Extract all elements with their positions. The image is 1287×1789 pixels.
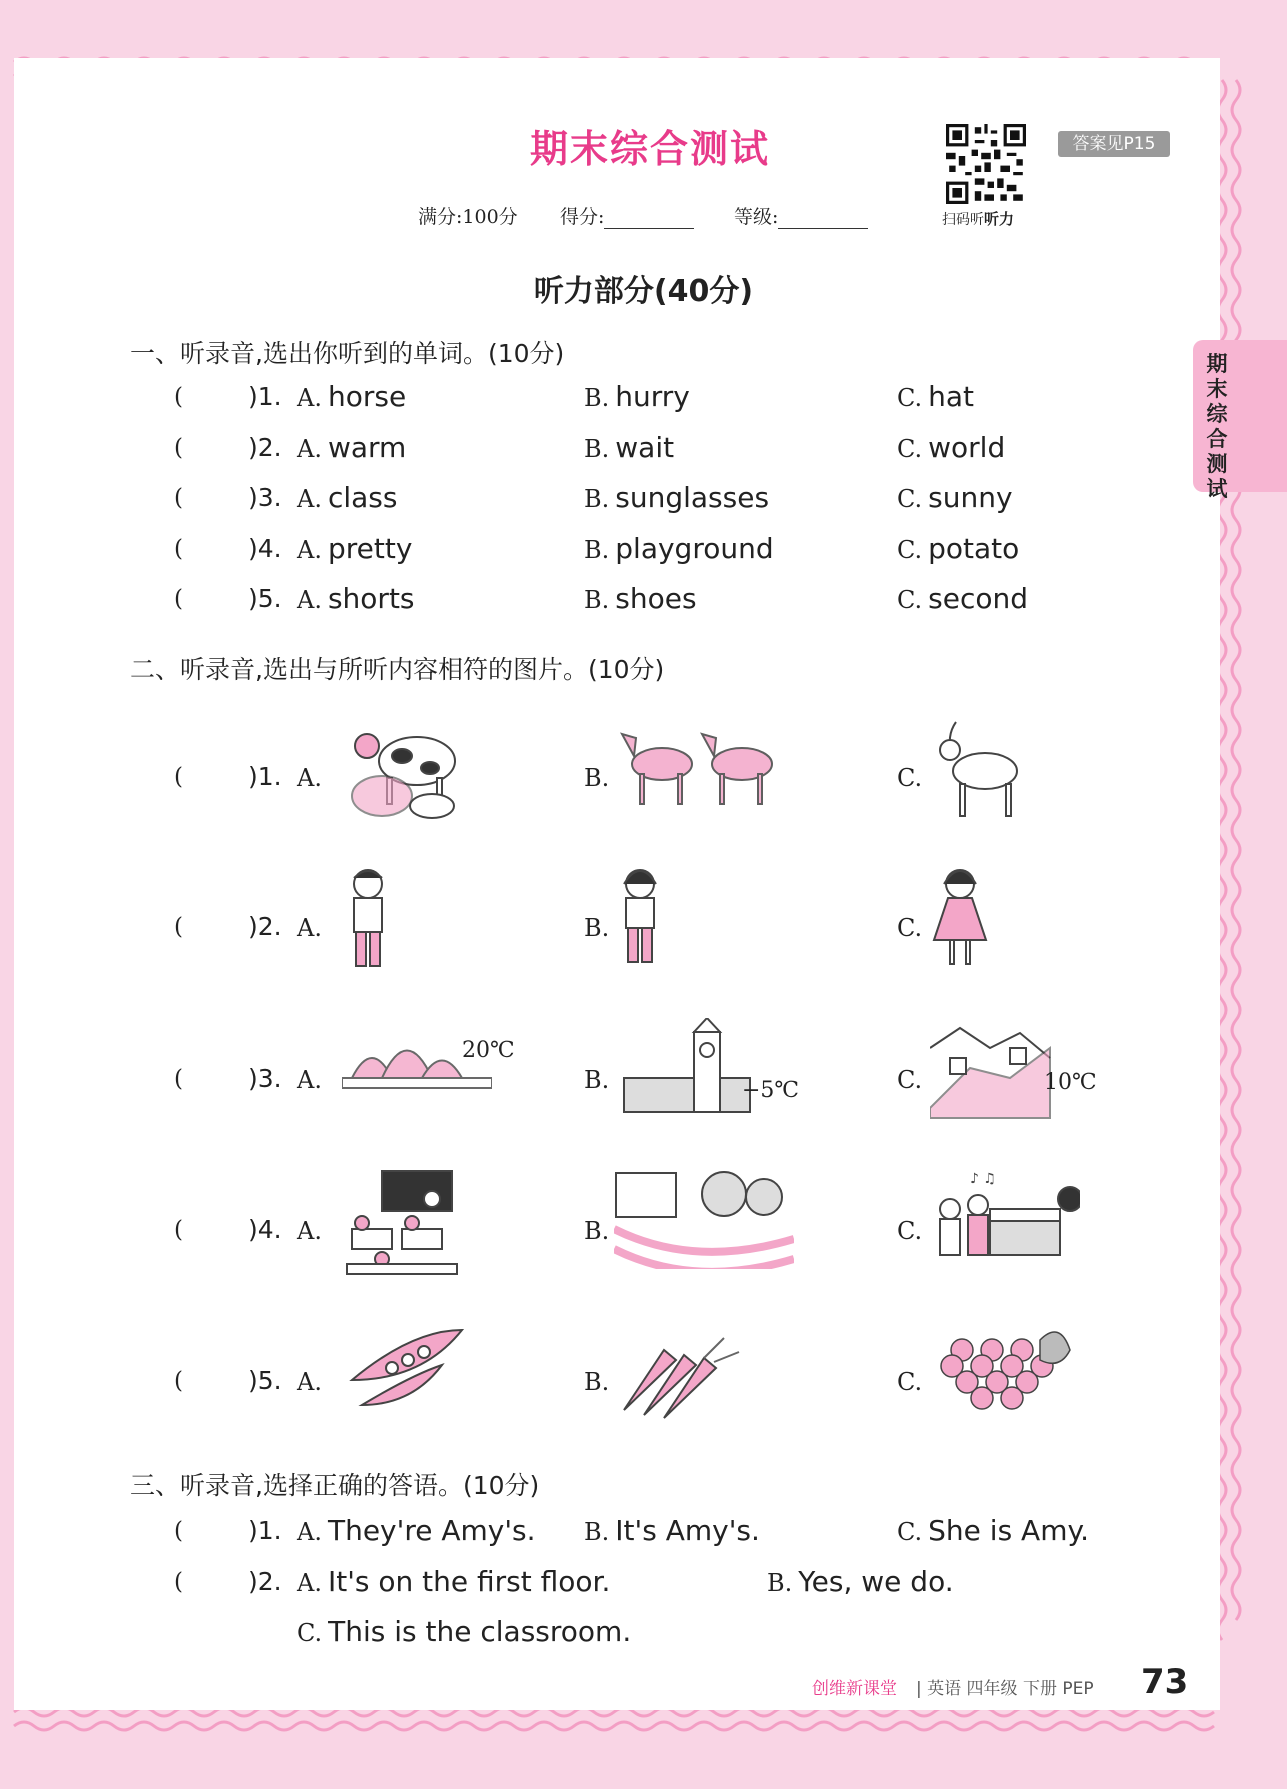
part1-q2-option-a-letter: A.	[297, 434, 322, 463]
part3-question-number-2: )2.	[248, 1567, 282, 1596]
part2-q4-letter-c: C.	[897, 1217, 923, 1245]
part1-q4-option-c-letter: C.	[897, 535, 923, 564]
part3-q2-option-a-letter: A.	[297, 1569, 322, 1597]
part1-q5-option-a-letter: A.	[297, 586, 322, 614]
answer-reference-badge: 答案见P15	[1058, 131, 1170, 157]
horses-picture[interactable]	[614, 716, 794, 816]
part3-q2-option-b-letter: B.	[767, 1569, 793, 1597]
part1-q5-option-c-text: second	[928, 582, 1028, 615]
music-room-picture[interactable]	[930, 1169, 1080, 1279]
part2-q3-picture-b[interactable]	[614, 1018, 794, 1118]
part2-q2-picture-b[interactable]	[614, 866, 794, 966]
classroom-picture[interactable]	[342, 1169, 492, 1281]
part1-q4-option-a-letter: A.	[297, 535, 322, 564]
part1-q4-option-c-text: potato	[928, 531, 1020, 565]
part1-q5-option-a[interactable]	[297, 582, 415, 615]
sydney-opera-house-picture[interactable]	[342, 1018, 492, 1130]
girl-in-pants-picture[interactable]	[614, 866, 794, 966]
part3-q1-option-a-text: They're Amy's.	[327, 1514, 536, 1547]
part2-q3-temperature-b: −5℃	[742, 1078, 800, 1103]
part1-q2-option-b-letter: B.	[584, 434, 610, 463]
part1-q2-option-b[interactable]	[584, 431, 674, 464]
grade-label: 等级:	[734, 206, 779, 228]
carrots-picture[interactable]	[614, 1320, 794, 1420]
girl-in-dress-picture[interactable]	[930, 866, 1080, 976]
part2-q5-picture-a[interactable]	[342, 1320, 492, 1432]
part1-question-number-2: )2.	[248, 432, 282, 462]
part1-q2-option-c-text: world	[928, 430, 1006, 464]
part3-q1-option-a-letter: A.	[297, 1518, 322, 1546]
part2-q2-letter-c: C.	[897, 914, 923, 942]
playground-picture[interactable]	[614, 1169, 794, 1269]
part1-q4-option-b-letter: B.	[584, 535, 610, 564]
part2-q2-option-a-letter	[297, 910, 322, 943]
part2-q2-picture-c[interactable]	[930, 866, 1080, 976]
part2-heading: 二、听录音,选出与所听内容相符的图片。(10分)	[130, 655, 665, 684]
part2-q2-letter-b: B.	[584, 914, 610, 942]
part3-q2-option-b[interactable]	[767, 1565, 954, 1598]
svg-text:♪ ♫: ♪ ♫	[970, 1171, 996, 1187]
part2-q4-option-b-letter	[584, 1213, 609, 1246]
part2-q4-letter-b: B.	[584, 1217, 610, 1245]
part2-q1-option-c-letter	[897, 760, 922, 793]
part2-q3-temperature-a: 20℃	[462, 1038, 515, 1063]
part2-q3-option-b-letter	[584, 1062, 609, 1095]
full-score-text: 满分:100分	[418, 206, 518, 228]
part2-answer-bracket-4[interactable]: (	[174, 1217, 183, 1243]
cows-picture[interactable]	[342, 716, 492, 828]
part1-q3-option-b-text: sunglasses	[615, 481, 770, 514]
part1-q5-option-a-text: shorts	[327, 582, 415, 615]
part2-q5-letter-c: C.	[897, 1368, 923, 1396]
part1-answer-bracket-5[interactable]: (	[174, 586, 183, 612]
part1-q1-option-a[interactable]	[297, 380, 406, 413]
part3-q2-option-c[interactable]	[297, 1615, 631, 1648]
part1-q3-option-c-letter: C.	[897, 485, 923, 513]
part1-question-number-3: )3.	[248, 483, 282, 512]
part2-q1-letter-a: A.	[297, 764, 322, 792]
part1-q3-option-c-text: sunny	[928, 481, 1013, 514]
part1-q5-option-b[interactable]	[584, 582, 697, 615]
part2-q5-option-b-letter	[584, 1364, 609, 1397]
part3-heading: 三、听录音,选择正确的答语。(10分)	[130, 1471, 540, 1500]
part1-q4-option-a[interactable]	[297, 532, 412, 565]
part2-q2-option-b-letter	[584, 910, 609, 943]
part2-q4-option-a-letter	[297, 1213, 322, 1246]
part1-q1-option-c-text: hat	[928, 380, 975, 413]
part2-answer-bracket-5[interactable]: (	[174, 1368, 183, 1394]
part1-question-number-5: )5.	[248, 584, 282, 613]
part1-answer-bracket-1[interactable]: (	[174, 384, 183, 410]
part1-q1-option-b[interactable]	[584, 380, 690, 413]
part2-q1-picture-a[interactable]	[342, 716, 492, 828]
part3-q1-option-a[interactable]	[297, 1514, 536, 1547]
part2-q3-picture-a[interactable]	[342, 1018, 492, 1130]
footer-brand: 创维新课堂	[812, 1679, 897, 1699]
part3-q2-option-c-letter: C.	[297, 1619, 323, 1647]
score-field[interactable]	[560, 202, 694, 229]
part1-q1-option-b-letter: B.	[584, 384, 610, 412]
part2-question-number-2: )2.	[248, 912, 282, 941]
part2-q2-picture-a[interactable]	[342, 866, 492, 978]
part2-q3-letter-c: C.	[897, 1066, 923, 1094]
part1-q2-option-a-text: warm	[327, 430, 407, 464]
part1-q3-option-b[interactable]	[584, 481, 769, 514]
part1-q5-option-b-text: shoes	[615, 582, 697, 615]
part2-q5-letter-b: B.	[584, 1368, 610, 1396]
part1-q1-option-c[interactable]	[897, 380, 974, 413]
part2-question-number-5: )5.	[248, 1366, 282, 1395]
part2-q3-option-a-letter	[297, 1062, 322, 1095]
part2-q3-temperature-c: 10℃	[1044, 1070, 1097, 1095]
page-number: 73	[1141, 1662, 1189, 1702]
part2-q3-letter-b: B.	[584, 1066, 610, 1094]
goat-picture[interactable]	[930, 716, 1080, 826]
part2-question-number-1: )1.	[248, 762, 282, 791]
footer-book-info: | 英语 四年级 下册 PEP	[916, 1679, 1094, 1699]
part1-q2-option-c-letter: C.	[897, 434, 923, 463]
part1-question-number-1: )1.	[248, 382, 282, 411]
part3-q2-option-a[interactable]	[297, 1565, 610, 1598]
part1-q4-option-a-text: pretty	[327, 531, 413, 565]
part2-answer-bracket-2[interactable]: (	[174, 914, 183, 940]
part2-q3-option-c-letter	[897, 1062, 922, 1095]
part3-q1-option-c-text: She is Amy.	[928, 1514, 1089, 1547]
part2-q1-option-a-letter	[297, 760, 322, 793]
part1-question-number-4: )4.	[248, 533, 282, 563]
part1-q5-option-c-letter: C.	[897, 586, 923, 614]
score-blank[interactable]	[604, 208, 694, 229]
part2-q1-option-b-letter	[584, 760, 609, 793]
part2-q5-picture-b[interactable]	[614, 1320, 794, 1420]
part2-question-number-3: )3.	[248, 1064, 282, 1093]
part2-question-number-4: )4.	[248, 1215, 282, 1244]
part1-q5-option-c[interactable]	[897, 582, 1028, 615]
part3-q1-option-c[interactable]	[897, 1514, 1089, 1547]
part2-q3-letter-a: A.	[297, 1066, 322, 1094]
part3-q1-option-b[interactable]	[584, 1514, 760, 1547]
part1-q1-option-a-text: horse	[327, 380, 407, 413]
page-title: 期末综合测试	[530, 127, 771, 171]
grade-blank[interactable]	[778, 208, 868, 229]
part3-answer-bracket-1[interactable]: (	[174, 1518, 183, 1544]
part2-q1-letter-b: B.	[584, 764, 610, 792]
part3-q2-option-a-text: It's on the first floor.	[327, 1565, 611, 1598]
part2-answer-bracket-1[interactable]: (	[174, 764, 183, 790]
part2-q4-picture-c[interactable]	[930, 1169, 1080, 1279]
boy-picture[interactable]	[342, 866, 492, 978]
part2-q5-option-a-letter	[297, 1364, 322, 1397]
part1-answer-bracket-2[interactable]: (	[174, 434, 183, 461]
peas-picture[interactable]	[342, 1320, 492, 1432]
part1-q2-option-a[interactable]	[297, 431, 406, 464]
part2-q4-letter-a: A.	[297, 1217, 322, 1245]
part3-q2-option-c-text: This is the classroom.	[328, 1615, 632, 1648]
part1-q1-option-a-letter: A.	[297, 384, 322, 412]
part2-q5-option-c-letter	[897, 1364, 922, 1397]
big-ben-picture[interactable]	[614, 1018, 794, 1118]
part1-q4-option-b-text: playground	[615, 531, 774, 565]
part1-q4-option-b[interactable]	[584, 532, 774, 565]
part2-q1-picture-c[interactable]	[930, 716, 1080, 826]
part1-heading: 一、听录音,选出你听到的单词。(10分)	[130, 339, 565, 368]
part1-q3-option-b-letter: B.	[584, 485, 610, 513]
grade-field[interactable]	[734, 202, 868, 229]
part1-q5-option-b-letter: B.	[584, 586, 610, 614]
part2-q4-picture-b[interactable]	[614, 1169, 794, 1269]
part2-q5-picture-c[interactable]	[930, 1320, 1080, 1430]
section-title: 听力部分(40分)	[533, 274, 754, 309]
side-tab-label: 期末综合测试	[1206, 352, 1228, 501]
part1-answer-bracket-4[interactable]: (	[174, 535, 183, 562]
part3-q2-option-b-text: Yes, we do.	[798, 1565, 954, 1598]
part2-answer-bracket-3[interactable]: (	[174, 1066, 183, 1092]
part1-q3-option-a-letter: A.	[297, 485, 322, 513]
part2-q2-letter-a: A.	[297, 914, 322, 942]
part1-q2-option-c[interactable]	[897, 431, 1005, 464]
part3-q1-option-b-text: It's Amy's.	[615, 1514, 760, 1547]
part2-q4-picture-a[interactable]	[342, 1169, 492, 1281]
grapes-picture[interactable]	[930, 1320, 1080, 1430]
part3-answer-bracket-2[interactable]: (	[174, 1569, 183, 1595]
score-label: 得分:	[560, 206, 605, 228]
part3-question-number-1: )1.	[248, 1516, 282, 1545]
part1-q1-option-b-text: hurry	[615, 380, 690, 413]
part2-q4-option-c-letter	[897, 1213, 922, 1246]
qr-code-icon[interactable]	[946, 124, 1026, 204]
qr-caption: 扫码听听力	[942, 210, 1015, 228]
part2-q1-letter-c: C.	[897, 764, 923, 792]
part1-q3-option-a-text: class	[327, 481, 398, 514]
part1-answer-bracket-3[interactable]: (	[174, 485, 183, 511]
part3-q1-option-b-letter: B.	[584, 1518, 610, 1546]
part2-q2-option-c-letter	[897, 910, 922, 943]
part3-q1-option-c-letter: C.	[897, 1518, 923, 1546]
part1-q3-option-a[interactable]	[297, 481, 397, 514]
part2-q5-letter-a: A.	[297, 1368, 322, 1396]
part1-q3-option-c[interactable]	[897, 481, 1013, 514]
part1-q1-option-c-letter: C.	[897, 384, 923, 412]
part1-q2-option-b-text: wait	[615, 430, 675, 464]
part2-q1-picture-b[interactable]	[614, 716, 794, 816]
part1-q4-option-c[interactable]	[897, 532, 1019, 565]
